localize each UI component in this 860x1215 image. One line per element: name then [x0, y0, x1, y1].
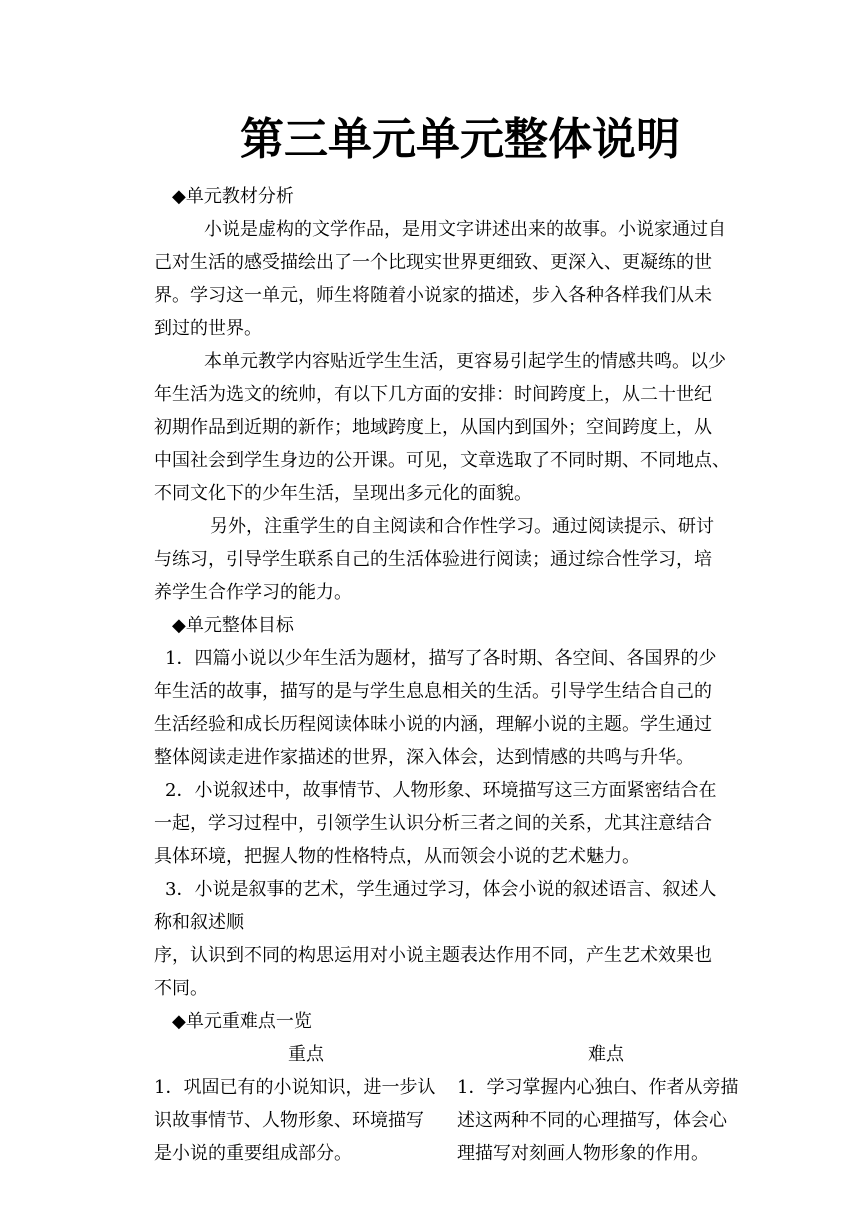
- table-row: [154, 1104, 774, 1137]
- paragraph-line: 不同文化下的少年生活，呈现出多元化的面貌。: [154, 483, 532, 504]
- goal-item-line: 序，认识到不同的构思运用对小说主题表达作用不同，产生艺术效果也: [154, 945, 712, 966]
- keypoints-table: [154, 1038, 774, 1170]
- column-header-difficulties: 难点: [588, 1044, 624, 1065]
- table-header-row: [154, 1038, 774, 1071]
- table-row: [154, 1071, 774, 1104]
- table-cell-key-point: 识故事情节、人物形象、环境描写: [154, 1110, 424, 1131]
- table-cell-difficulty: 述这两种不同的心理描写，体会心: [457, 1110, 727, 1131]
- goal-item-line: 整体阅读走进作家描述的世界，深入体会，达到情感的共鸣与升华。: [154, 747, 694, 768]
- paragraph-line: 界。学习这一单元，师生将随着小说家的描述，步入各种各样我们从未: [154, 285, 712, 306]
- paragraph-line: 中国社会到学生身边的公开课。可见，文章选取了不同时期、不同地点、: [154, 450, 730, 471]
- column-header-key-points: 重点: [288, 1044, 324, 1065]
- paragraph-line: 另外，注重学生的自主阅读和合作性学习。通过阅读提示、研讨: [210, 516, 714, 537]
- goal-item-line: 3．小说是叙事的艺术，学生通过学习，体会小说的叙述语言、叙述人: [165, 879, 717, 900]
- page-title: 第三单元单元整体说明: [240, 114, 680, 165]
- table-cell-difficulty: 理描写对刻画人物形象的作用。: [457, 1143, 709, 1164]
- paragraph-line: 本单元教学内容贴近学生生活，更容易引起学生的情感共鸣。以少: [204, 351, 726, 372]
- goal-item-line: 不同。: [154, 978, 208, 999]
- table-row: [154, 1137, 774, 1170]
- paragraph-line: 年生活为选文的统帅，有以下几方面的安排：时间跨度上，从二十世纪: [154, 384, 712, 405]
- table-cell-key-point: 是小说的重要组成部分。: [154, 1143, 352, 1164]
- section-heading-keypoints: ◆单元重难点一览: [172, 1011, 312, 1032]
- goal-item-line: 年生活的故事，描写的是与学生息息相关的生活。引导学生结合自己的: [154, 681, 712, 702]
- paragraph-line: 小说是虚构的文学作品，是用文字讲述出来的故事。小说家通过自: [204, 219, 726, 240]
- goal-item-line: 称和叙述顺: [154, 912, 244, 933]
- section-heading-analysis: ◆单元教材分析: [172, 186, 294, 207]
- paragraph-line: 己对生活的感受描绘出了一个比现实世界更细致、更深入、更凝练的世: [154, 252, 712, 273]
- goal-item-line: 生活经验和成长历程阅读体昧小说的内涵，理解小说的主题。学生通过: [154, 714, 712, 735]
- table-cell-difficulty: 1．学习掌握内心独白、作者从旁描: [457, 1077, 739, 1098]
- section-heading-goals: ◆单元整体目标: [172, 615, 294, 636]
- paragraph-line: 养学生合作学习的能力。: [154, 582, 352, 603]
- goal-item-line: 1．四篇小说以少年生活为题材，描写了各时期、各空间、各国界的少: [165, 648, 717, 669]
- goal-item-line: 具体环境，把握人物的性格特点，从而领会小说的艺术魅力。: [154, 846, 640, 867]
- paragraph-line: 到过的世界。: [154, 318, 262, 339]
- document-body: [154, 180, 774, 1170]
- goal-item-line: 一起，学习过程中，引领学生认识分析三者之间的关系，尤其注意结合: [154, 813, 712, 834]
- paragraph-line: 与练习，引导学生联系自己的生活体验进行阅读；通过综合性学习，培: [154, 549, 712, 570]
- goal-item-line: 2．小说叙述中，故事情节、人物形象、环境描写这三方面紧密结合在: [165, 780, 717, 801]
- paragraph-line: 初期作品到近期的新作；地域跨度上，从国内到国外；空间跨度上，从: [154, 417, 712, 438]
- table-cell-key-point: 1．巩固已有的小说知识，进一步认: [154, 1077, 436, 1098]
